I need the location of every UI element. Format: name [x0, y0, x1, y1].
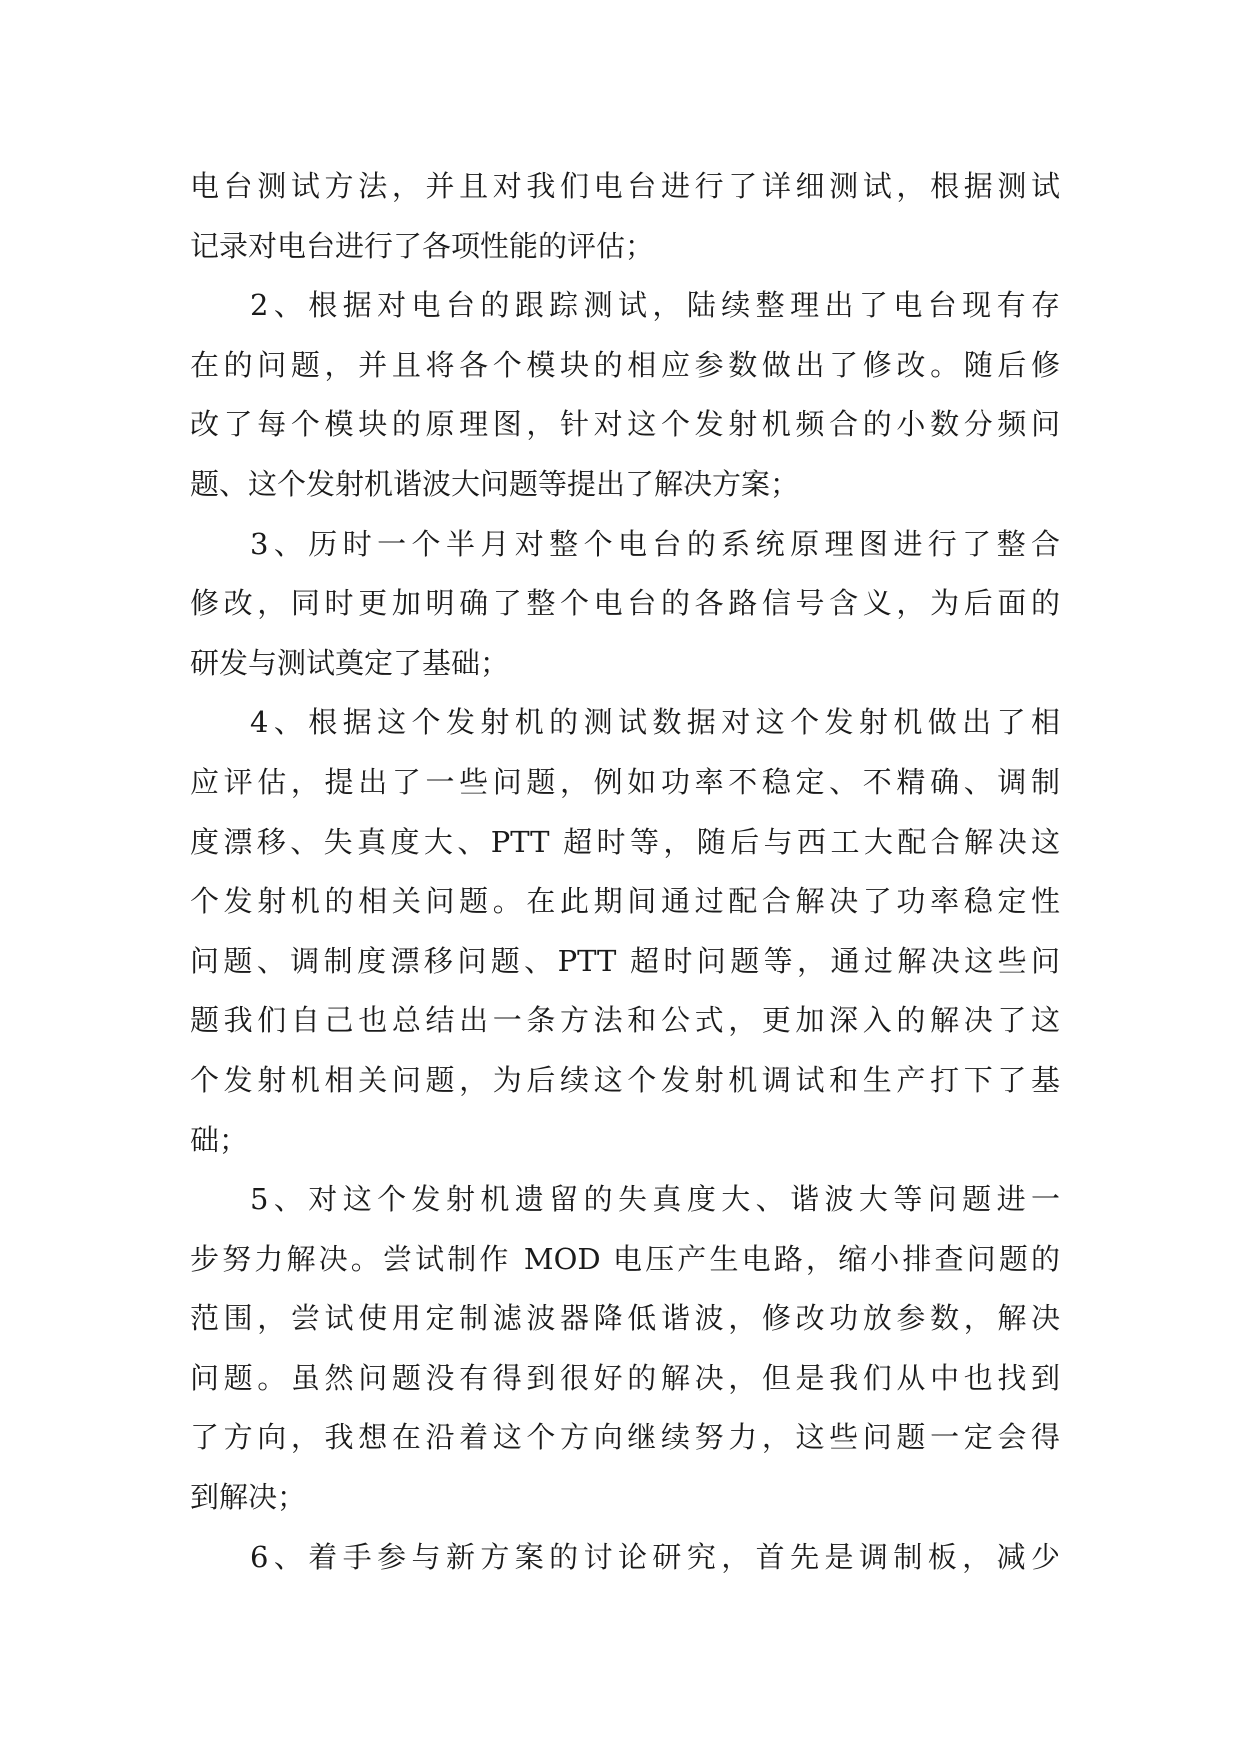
text-line: 记录对电台进行了各项性能的评估； — [190, 228, 655, 263]
text-line: 到解决； — [190, 1480, 307, 1515]
text-line: 础； — [190, 1122, 249, 1157]
text-line: 在的问题，并且将各个模块的相应参数做出了修改。随后修 — [190, 347, 1060, 382]
text-line: 个发射机的相关问题。在此期间通过配合解决了功率稳定性 — [190, 884, 1060, 919]
text-line: 问题。虽然问题没有得到很好的解决，但是我们从中也找到 — [190, 1360, 1060, 1395]
text-line: 6、着手参与新方案的讨论研究，首先是调制板，减少 — [250, 1539, 1060, 1574]
text-line: 问题、调制度漂移问题、PTT 超时问题等，通过解决这些问 — [190, 943, 1060, 978]
text-line: 范围，尝试使用定制滤波器降低谐波，修改功放参数，解决 — [190, 1301, 1060, 1336]
text-line: 3、历时一个半月对整个电台的系统原理图进行了整合 — [250, 526, 1060, 561]
text-line: 4、根据这个发射机的测试数据对这个发射机做出了相 — [250, 705, 1060, 740]
text-line: 电台测试方法，并且对我们电台进行了详细测试，根据测试 — [190, 169, 1060, 203]
text-line: 5、对这个发射机遗留的失真度大、谐波大等问题进一 — [250, 1182, 1060, 1217]
text-line: 步努力解决。尝试制作 MOD 电压产生电路，缩小排查问题的 — [190, 1241, 1060, 1276]
text-line: 应评估，提出了一些问题，例如功率不稳定、不精确、调制 — [190, 764, 1060, 799]
text-line: 题我们自己也总结出一条方法和公式，更加深入的解决了这 — [190, 1003, 1060, 1038]
text-line: 题、这个发射机谐波大问题等提出了解决方案； — [190, 466, 800, 501]
body-text — [190, 157, 1060, 1587]
text-line: 修改，同时更加明确了整个电台的各路信号含义，为后面的 — [190, 586, 1060, 621]
text-line: 改了每个模块的原理图，针对这个发射机频合的小数分频问 — [190, 407, 1060, 442]
text-line: 研发与测试奠定了基础； — [190, 645, 510, 680]
text-line: 2、根据对电台的跟踪测试，陆续整理出了电台现有存 — [250, 288, 1060, 323]
text-line: 了方向，我想在沿着这个方向继续努力，这些问题一定会得 — [190, 1420, 1060, 1455]
text-line: 度漂移、失真度大、PTT 超时等，随后与西工大配合解决这 — [190, 824, 1060, 859]
text-line: 个发射机相关问题，为后续这个发射机调试和生产打下了基 — [190, 1062, 1060, 1097]
